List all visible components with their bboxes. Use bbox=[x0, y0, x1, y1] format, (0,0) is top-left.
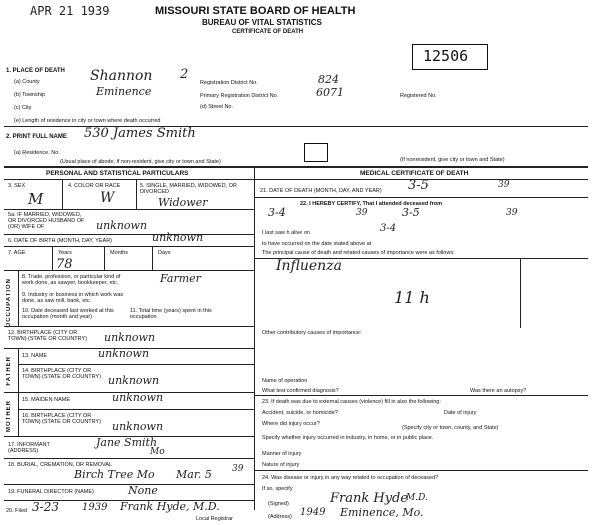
address-year: 1949 bbox=[300, 507, 326, 518]
occupation-d-label: 11. Total time (years) spent in this occupation bbox=[130, 308, 212, 320]
specify-label: Specify whether injury occurred in industry, in home, or in public place. bbox=[262, 435, 434, 441]
spouse-label: 5a. IF MARRIED, WIDOWED, OR DIVORCED HUSBAND OF (OR) WIFE OF bbox=[8, 212, 85, 230]
occupation-a-label: 8. Trade, profession, or particular kind of work done, as sawyer, bookkeeper, etc. bbox=[22, 274, 121, 286]
certify-label: 22. I HEREBY CERTIFY, That I attended deceased from bbox=[300, 201, 443, 207]
cause-duration: 11 h bbox=[394, 288, 430, 307]
place-label: 1. PLACE OF DEATH bbox=[6, 68, 65, 74]
mother-birthplace-label: 16. BIRTHPLACE (CITY OR TOWN) (STATE OR COUNTRY) bbox=[22, 413, 102, 425]
mother-band: MOTHER bbox=[6, 400, 12, 432]
confirmed-label: What test confirmed diagnosis? bbox=[262, 388, 339, 394]
age-value: 78 bbox=[56, 257, 73, 272]
header-title: MISSOURI STATE BOARD OF HEALTH bbox=[155, 5, 356, 17]
where-label: Where did injury occur? bbox=[262, 421, 320, 427]
to-date: 3-5 bbox=[402, 206, 420, 219]
where-note: (Specify city or town, county, and State) bbox=[402, 425, 499, 431]
informant-label: 17. INFORMANT (ADDRESS) bbox=[8, 442, 50, 454]
father-birthplace-label: 14. BIRTHPLACE (CITY OR TOWN) (STATE OR COUNTRY) bbox=[22, 368, 102, 380]
date-death-value: 3-5 bbox=[408, 178, 429, 193]
manner-label: Manner of injury bbox=[262, 451, 302, 457]
occupation-c-label: 10. Date deceased last worked at this occupation (month and year) bbox=[22, 308, 114, 320]
birthplace-value: unknown bbox=[104, 331, 156, 344]
days-label: Days bbox=[158, 250, 171, 256]
name-label: 2. PRINT FULL NAME bbox=[6, 134, 67, 140]
sex-label: 3. SEX bbox=[8, 183, 26, 189]
city-label: (c) City bbox=[14, 105, 32, 111]
county-number: 2 bbox=[180, 67, 189, 82]
primary-reg-label: Primary Registration District No. bbox=[200, 93, 279, 99]
filed-year: 1939 bbox=[82, 502, 108, 513]
file-number: 12506 bbox=[423, 47, 469, 65]
date-death-label: 21. DATE OF DEATH (MONTH, DAY, AND YEAR) bbox=[260, 188, 382, 194]
father-band: FATHER bbox=[6, 356, 12, 386]
length-residence-label: (e) Length of residence in city or town where death occurred bbox=[14, 118, 161, 124]
reg-district-label: Registration District No. bbox=[200, 80, 258, 86]
from-date: 3-4 bbox=[268, 206, 286, 219]
occupation-b-label: 9. Industry or business in which work was done, as saw mill, bank, etc. bbox=[22, 292, 124, 304]
burial-year: 39 bbox=[232, 464, 244, 474]
mother-name-label: 15. MAIDEN NAME bbox=[22, 397, 70, 403]
signed-value: Frank Hyde bbox=[330, 491, 409, 506]
mother-name-value: unknown bbox=[112, 391, 164, 404]
county-value: Shannon bbox=[90, 68, 153, 84]
address-value: Eminence, Mo. bbox=[340, 506, 424, 519]
occurred-label: to have occurred on the date stated above at bbox=[262, 241, 372, 247]
township-value: Eminence bbox=[96, 85, 152, 98]
residence-label: (a) Residence. No. bbox=[14, 150, 60, 156]
signed-label: (Signed) bbox=[268, 501, 289, 507]
residence-box bbox=[304, 143, 328, 162]
burial-date: Mar. 5 bbox=[176, 468, 212, 481]
registrar-label: Local Registrar bbox=[196, 516, 233, 522]
birth-label: 6. DATE OF BIRTH (MONTH, DAY, YEAR) bbox=[8, 238, 113, 244]
address-label: (Address) bbox=[268, 514, 292, 520]
last-saw-label: I last saw h alive on bbox=[262, 230, 310, 236]
county-label: (a) County bbox=[14, 79, 40, 85]
if-so-label: If so, specify bbox=[262, 486, 293, 492]
occupation-band: OCCUPATION bbox=[6, 278, 12, 328]
date-death-year: 39 bbox=[498, 180, 510, 190]
from-year: 39 bbox=[356, 208, 368, 218]
registrar-signature: Frank Hyde, M.D. bbox=[120, 500, 220, 513]
marital-value: Widower bbox=[158, 196, 208, 209]
autopsy-label: Was there an autopsy? bbox=[470, 388, 527, 394]
birth-value: unknown bbox=[152, 231, 204, 244]
burial-place: Birch Tree Mo bbox=[74, 468, 155, 481]
burial-label: 18. BURIAL, CREMATION, OR REMOVAL bbox=[8, 462, 113, 468]
operation-label: Name of operation bbox=[262, 378, 308, 384]
filed-value: 3-23 bbox=[32, 500, 59, 514]
months-label: Months bbox=[110, 250, 129, 256]
cause-label: The principal cause of death and related causes of importance were as follows: bbox=[262, 250, 455, 256]
marital-label: 5. SINGLE, MARRIED, WIDOWED, OR DIVORCED bbox=[140, 183, 237, 195]
contributory-label: Other contributory causes of importance: bbox=[262, 330, 362, 336]
street-label: (d) Street No. bbox=[200, 104, 234, 110]
header-cert: CERTIFICATE OF DEATH bbox=[232, 29, 304, 35]
violence-label: 23. If death was due to external causes (violence) fill in also the following: bbox=[262, 399, 441, 405]
father-name-label: 13. NAME bbox=[22, 353, 48, 359]
residence-note: (Usual place of abode, if non-resident, give city or town and State) bbox=[60, 159, 221, 165]
color-value: W bbox=[100, 190, 115, 206]
spouse-value: unknown bbox=[96, 219, 148, 232]
birthplace-label: 12. BIRTHPLACE (CITY OR TOWN) (STATE OR COUNTRY) bbox=[8, 330, 88, 342]
cause-value: Influenza bbox=[276, 258, 342, 274]
funeral-label: 19. FUNERAL DIRECTOR (NAME) bbox=[8, 489, 94, 495]
reg-district-value: 824 bbox=[318, 73, 339, 86]
disease-label: 24. Was disease or injury in any way related to occupation of deceased? bbox=[262, 475, 439, 481]
father-name-value: unknown bbox=[98, 347, 150, 360]
name-value: 530 James Smith bbox=[84, 126, 196, 141]
registered-label: Registered No. bbox=[400, 93, 437, 99]
color-label: 4. COLOR OR RACE bbox=[68, 183, 121, 189]
received-stamp: APR 21 1939 bbox=[30, 4, 110, 18]
years-label: Years bbox=[58, 250, 72, 256]
last-saw-date: 3-4 bbox=[380, 223, 397, 234]
nature-label: Nature of injury bbox=[262, 462, 300, 468]
foreign-note: (If nonresident, give city or town and State) bbox=[400, 157, 505, 163]
signed-suffix: M.D. bbox=[406, 493, 428, 503]
filed-label: 20. Filed bbox=[6, 508, 28, 514]
personal-header: PERSONAL AND STATISTICAL PARTICULARS bbox=[46, 170, 189, 177]
township-label: (b) Township bbox=[14, 92, 46, 98]
accident-label: Accident, suicide, or homicide? bbox=[262, 410, 338, 416]
injury-date-label: Date of injury bbox=[444, 410, 477, 416]
funeral-value: None bbox=[128, 484, 158, 497]
age-label: 7. AGE bbox=[8, 250, 26, 256]
mother-birthplace-value: unknown bbox=[112, 420, 164, 433]
informant-value: Jane Smith bbox=[96, 436, 158, 449]
sex-value: M bbox=[28, 190, 44, 208]
informant-address: Mo bbox=[150, 447, 165, 457]
to-year: 39 bbox=[506, 208, 518, 218]
father-birthplace-value: unknown bbox=[108, 374, 160, 387]
occupation-a-value: Farmer bbox=[160, 272, 201, 285]
header-subtitle: BUREAU OF VITAL STATISTICS bbox=[202, 18, 322, 27]
primary-reg-value: 6071 bbox=[316, 86, 344, 99]
medical-header: MEDICAL CERTIFICATE OF DEATH bbox=[360, 170, 469, 177]
